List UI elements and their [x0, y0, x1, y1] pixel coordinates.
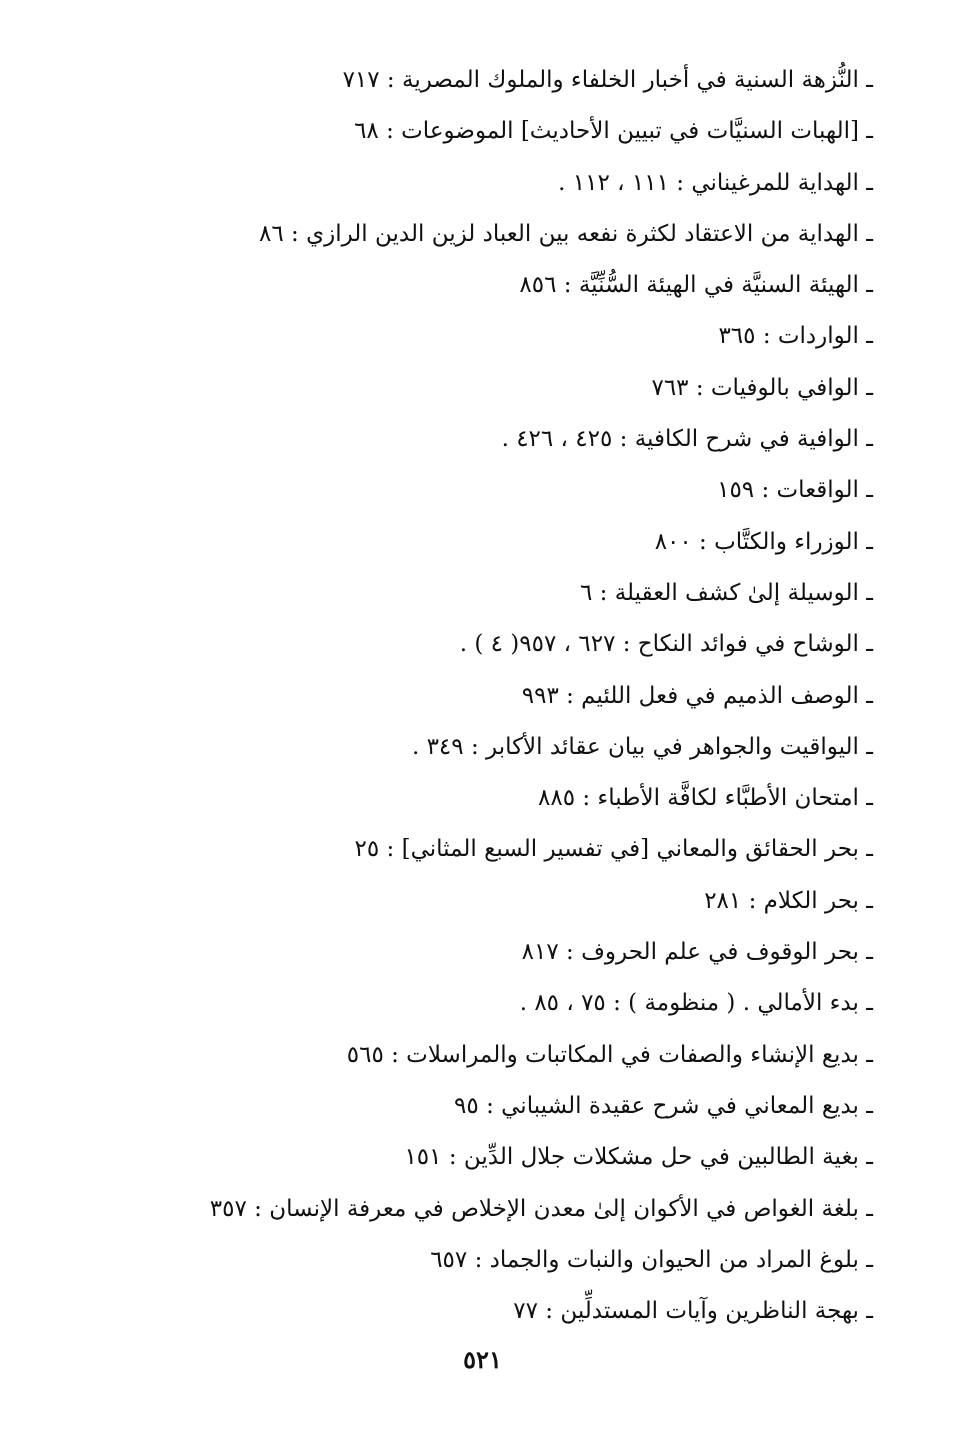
index-entry: ـ النُّزهة السنية في أخبار الخلفاء والملوك المصرية : ٧١٧ [342, 67, 873, 93]
index-entry: ـ الوصف الذميم في فعل اللئيم : ٩٩٣ [521, 682, 873, 709]
index-entry: ـ امتحان الأطبَّاء لكافَّة الأطباء : ٨٨٥ [537, 785, 873, 812]
index-entry: ـ بلوغ المراد من الحيوان والنبات والجماد : ٦٥٧ [430, 1246, 873, 1273]
index-entry: ـ بديع المعاني في شرح عقيدة الشيباني : ٩٥ [454, 1092, 873, 1119]
index-entry: ـ بدء الأمالي . ( منظومة ) : ٧٥ ، ٨٥ . [519, 990, 873, 1017]
index-entry: ـ بهجة الناظرين وآيات المستدلِّين : ٧٧ [513, 1298, 873, 1325]
index-entry: ـ بغية الطالبين في حل مشكلات جلال الدِّين : ١٥١ [404, 1144, 873, 1171]
index-entry: ـ بحر الكلام : ٢٨١ [704, 887, 873, 914]
index-entry: ـ الوشاح في فوائد النكاح : ٦٢٧ ، ٩٥٧( ٤ ) . [459, 631, 873, 658]
index-entry: ـ اليواقيت والجواهر في بيان عقائد الأكابر : ٣٤٩ . [411, 733, 873, 760]
index-entry: ـ الهداية للمرغيناني : ١١١ ، ١١٢ . [558, 169, 873, 196]
index-entry: ـ الوافية في شرح الكافية : ٤٢٥ ، ٤٢٦ . [501, 426, 873, 453]
index-entry: ـ بحر الوقوف في علم الحروف : ٨١٧ [521, 939, 873, 966]
index-entry: ـ الواردات : ٣٦٥ [718, 323, 873, 350]
index-entry: ـ [الهبات السنيَّات في تبيين الأحاديث] الموضوعات : ٦٨ [354, 118, 873, 145]
index-entry: ـ الواقعات : ١٥٩ [717, 477, 873, 504]
page-number: ٥٢١ [463, 1345, 502, 1374]
index-entry: ـ الوافي بالوفيات : ٧٦٣ [651, 374, 873, 401]
index-entry: ـ الوزراء والكتَّاب : ٨٠٠ [654, 528, 873, 555]
index-entry: ـ بلغة الغواص في الأكوان إلىٰ معدن الإخلاص في معرفة الإنسان : ٣٥٧ [209, 1195, 873, 1222]
index-entry: ـ بحر الحقائق والمعاني [في تفسير السبع المثاني] : ٢٥ [354, 836, 873, 863]
index-entry: ـ الهيئة السنيَّة في الهيئة السُّنِّيَّة : ٨٥٦ [519, 272, 873, 299]
index-entry: ـ بديع الإنشاء والصفات في المكاتبات والمراسلات : ٥٦٥ [346, 1041, 873, 1068]
index-entry: ـ الوسيلة إلىٰ كشف العقيلة : ٦ [579, 579, 873, 606]
index-entry-list [113, 55, 873, 1337]
index-entry: ـ الهداية من الاعتقاد لكثرة نفعه بين العباد لزين الدين الرازي : ٨٦ [259, 220, 873, 247]
